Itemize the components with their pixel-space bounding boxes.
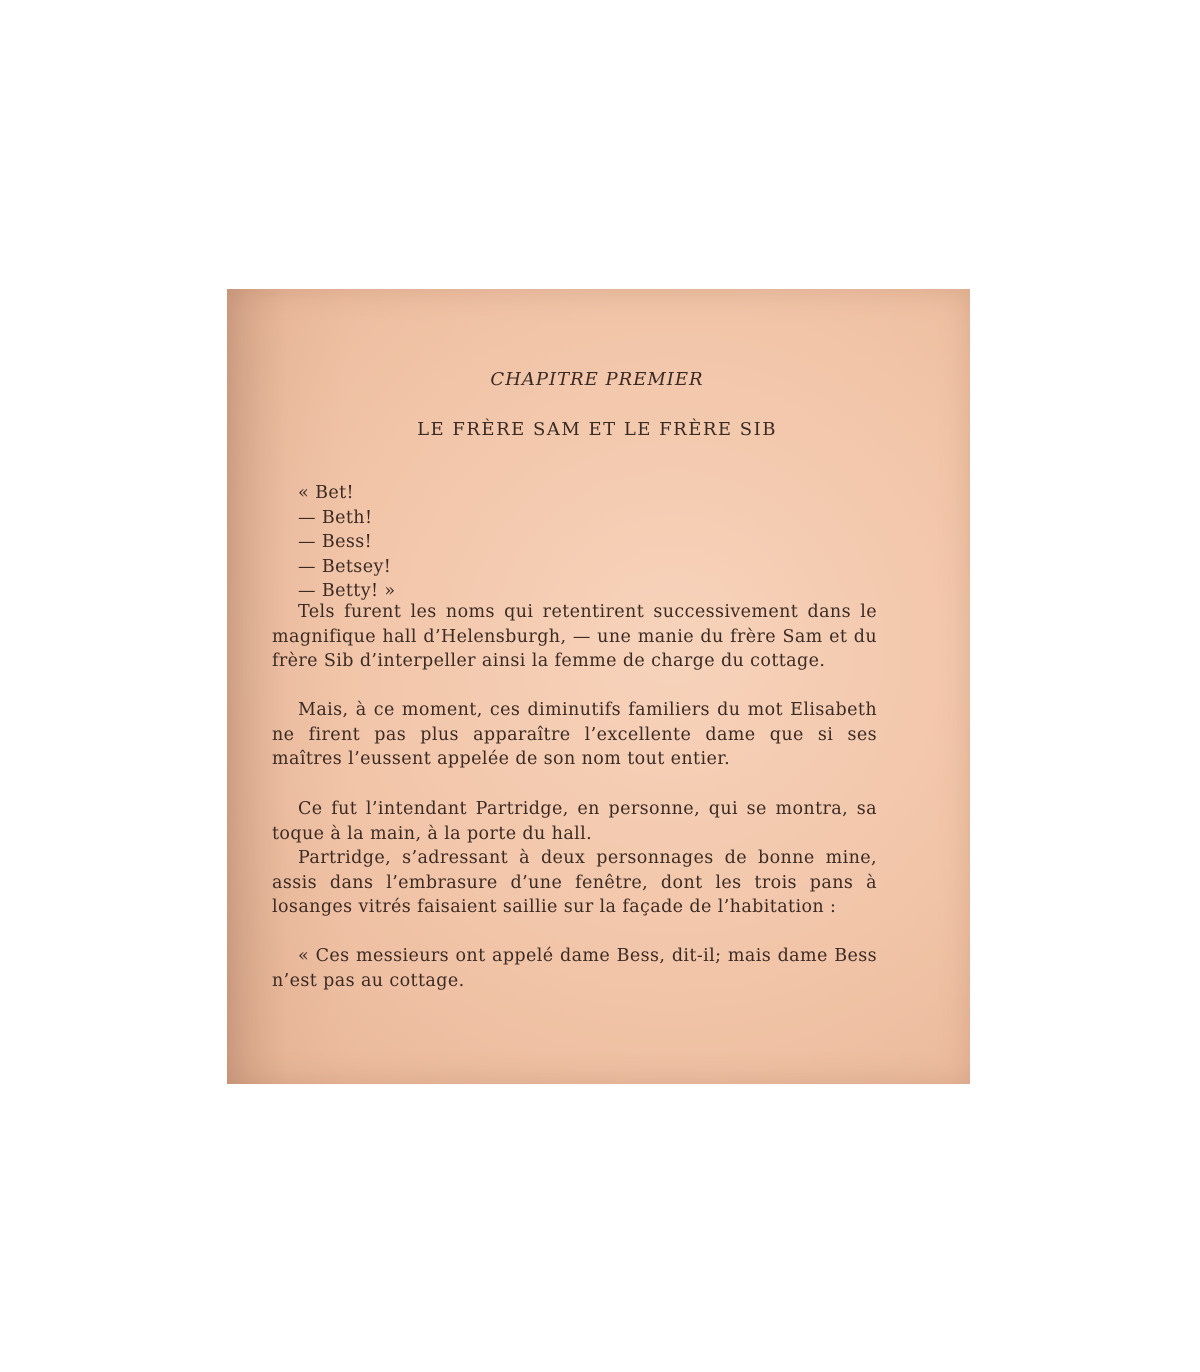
paragraph: Partridge, s’adressant à deux personnages de bonne mine, assis dans l’embrasure d’une fenêtre, dont les trois pans à losanges vitrés faisaient saillie sur la façade de l’habitation :	[272, 848, 877, 917]
paragraph: « Ces messieurs ont appelé dame Bess, dit-il; mais dame Bess n’est pas au cottage.	[272, 946, 877, 991]
dialogue-line: — Beth!	[298, 507, 373, 528]
paragraph: Tels furent les noms qui retentirent successivement dans le magnifique hall d’Helensburgh, — une manie du frère Sam et du frère Sib d’interpeller ainsi la femme de charge du cottage.	[272, 602, 877, 671]
scanned-book-page	[227, 289, 970, 1084]
dialogue-line: — Bess!	[298, 532, 373, 552]
dialogue-line: « Bet!	[298, 483, 354, 503]
chapter-heading: CHAPITRE PREMIER	[490, 369, 704, 390]
dialogue-line: — Betsey!	[298, 556, 392, 577]
dialogue-block	[298, 481, 598, 604]
dialogue-line: — Betty! »	[298, 581, 396, 601]
paragraph: Mais, à ce moment, ces diminutifs familiers du mot Elisabeth ne firent pas plus apparaître l’excellente dame que si ses maîtres l’eussent appelée de son nom tout entier.	[272, 700, 877, 769]
chapter-title: LE FRÈRE SAM ET LE FRÈRE SIB	[417, 419, 777, 440]
paragraph: Ce fut l’intendant Partridge, en personne, qui se montra, sa toque à la main, à la porte du hall.	[272, 799, 877, 844]
